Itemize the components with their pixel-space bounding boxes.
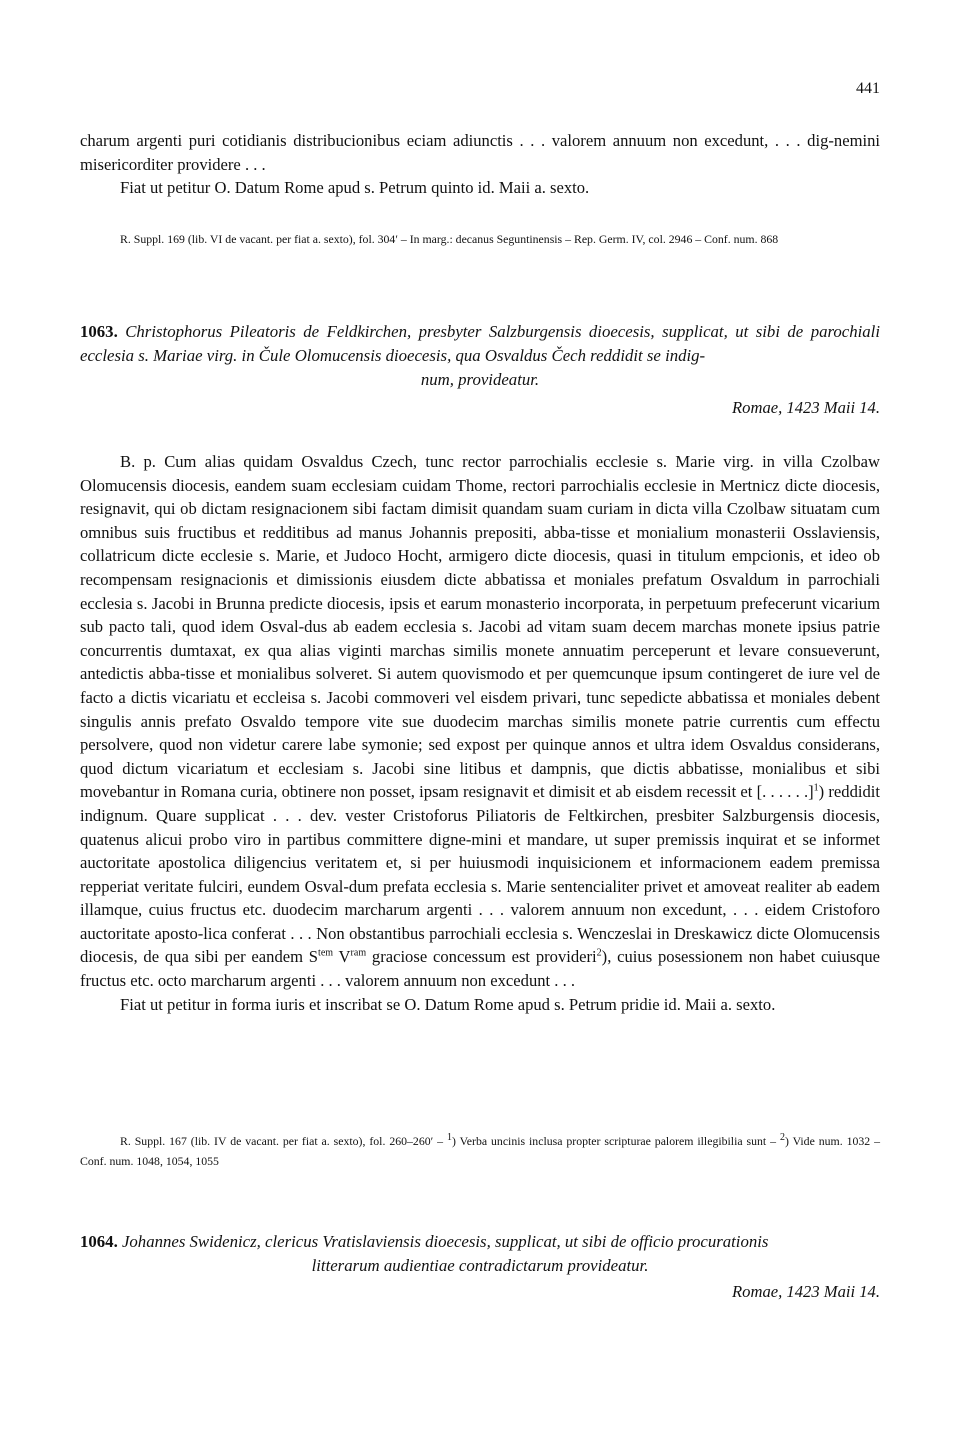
superscript: tem <box>318 947 334 959</box>
body-part: graciose concessum est provideri <box>366 947 597 967</box>
entry-date: Romae, 1423 Maii 14. <box>732 398 880 417</box>
entry-1063-footnote <box>80 1131 880 1171</box>
footnote-mark: 1 <box>446 1132 452 1144</box>
note-part: ) Vide num. 1032 – Conf. num. 1048, 1054, 1055 <box>80 1134 880 1168</box>
fiat-line: Fiat ut petitur in forma iuris et inscribat se O. Datum Rome apud s. Petrum pridie id. Maii a. sexto. <box>120 994 776 1014</box>
note-part: ) Verba uncinis inclusa propter scripturae palorem illegibilia sunt – <box>451 1134 780 1148</box>
entry-title-end: num, provideatur. <box>420 370 540 389</box>
top-footnote <box>80 229 880 249</box>
footnote-text: R. Suppl. 169 (lib. VI de vacant. per fiat a. sexto), fol. 304′ – In marg.: decanus Seguntinensis – Rep. Germ. IV, col. 2946 – Conf. num. 868 <box>120 232 779 246</box>
continuation-text: charum argenti puri cotidianis distribucionibus eciam adiunctis . . . valorem annuum non excedunt, . . . dig-nemini misericorditer providere . . . <box>80 131 880 174</box>
entry-1064-header <box>80 1230 880 1302</box>
body-part: ), cuius posessionem non habet cuiusque fructus etc. octo marcharum argenti . . . valorem annuum non excedunt . . . <box>80 947 881 991</box>
entry-title-end: litterarum audientiae contradictarum provideatur. <box>311 1256 649 1275</box>
body-part: ) reddidit indignum. Quare supplicat . . . dev. vester Cristoforus Piliatoris de Feltkirchen, presbiter Salzburgensis diocesis, quatenus alicui probo viro in partibus committere digne-mini et mandare, ut super premissis inquirat et se informet auctoritate apostolica diligencius veritatem et, si per huiusmodi inquisicionem et informacionem eadem premissa repperiat veritate fulciri, eundem Osval-dum prefata ecclesia s. Marie sentencialiter privet et amoveat realiter ab eadem illamque, cuius fructus etc. duodecim marcharum argenti . . . valorem annuum non excedunt, . . . eidem Cristoforo auctoritate aposto-lica conferat . . . Non obstantibus parrochiali ecclesia s. Wenczeslai in Dreskawicz dicte Olomucensis diocesis, de qua sibi per eandem S <box>80 782 880 967</box>
page-number: 441 <box>856 80 880 97</box>
superscript: ram <box>350 947 367 959</box>
fiat-line: Fiat ut petitur O. Datum Rome apud s. Petrum quinto id. Maii a. sexto. <box>120 178 590 198</box>
entry-date: Romae, 1423 Maii 14. <box>732 1282 880 1301</box>
entry-title-main: Christophorus Pileatoris de Feldkirchen, presbyter Salzburgensis dioecesis, supplicat, ut sibi de parochiali ecclesia s. Mariae virg. in Čule Olomucensis dioecesis, qua Osvaldus Čech reddidit se indig- <box>80 322 880 365</box>
footnote-mark: 1 <box>813 782 819 794</box>
body-part: B. p. Cum alias quidam Osvaldus Czech, tunc rector parrochialis ecclesie s. Marie virg. in villa Czolbaw Olomucensis diocesis, eandem suam ecclesiam cuidam Thome, rectori parrochialis ecclesie in Mertnicz dicte diocesis, resignavit, qui ob dictam resignacionem sibi factam dimisit quandam suam curiam in dicta villa Czolbaw situatam cum omnibus suis fructibus et redditibus ad manus Johannis prepositi, abba-tisse et monialium monasterii Osslaviensis, collatricum dicte ecclesie s. Marie, et Judoco Hocht, armigero dicte diocesis, quasi in titulum empcionis, et ideo ob recompensam resignacionis et dimissionis eiusdem dicte abbatissa et moniales prefatum Osvaldum in parrochiali ecclesia s. Jacobi in Brunna predicte diocesis, ipsis et earum monasterio incorporata, in perpetuum prefecerunt vicarium sub pacto tali, quod idem Osval-dus ab eadem ecclesia s. Jacobi ad vitam suam decem marchas monete ipsius patrie concurrentis dumtaxat, ex qua alias viginti marchas similis monete annuatim perceperunt et levare consueverunt, antedictis abba-tisse et monialibus solveret. Si autem quovismodo et per quemcunque ipsum contingeret de iure vel de facto a dictis vicariatu et eccleisa s. Jacobi commoveri vel eisdem privari, tunc sepedicte abbatissa et moniales debent singulis annis prefato Osvaldo tempore vite sue duodecim marchas similis monete patrie currentis cum effectu persolvere, quod non videtur carere labe symonie; sed expost per quinque annos et ultra idem Osvaldus considerans, quod dictum vicariatum et ecclesiam s. Jacobi sine litibus et dampnis, que dictis abbatisse, monialibus et sibi movebantur in Romana curia, obtinere non posset, ipsam resignavit et dimisit et ab eisdem recessit et [. . . . . .] <box>80 452 880 802</box>
entry-1063-body <box>80 450 880 1016</box>
entry-title-main: Johannes Swidenicz, clericus Vratislaviensis dioecesis, supplicat, ut sibi de officio procurationis <box>121 1232 769 1251</box>
body-part: V <box>333 947 351 967</box>
footnote-mark: 2 <box>596 947 602 959</box>
entry-title <box>80 320 880 392</box>
entry-title <box>80 1230 880 1278</box>
footnote-text <box>80 1131 880 1171</box>
entry-1063-header <box>80 320 880 418</box>
note-part: R. Suppl. 167 (lib. IV de vacant. per fiat a. sexto), fol. 260–260′ – <box>120 1134 447 1148</box>
top-continuation <box>80 129 880 200</box>
entry-number: 1064. <box>80 1232 118 1251</box>
entry-body <box>80 450 880 993</box>
entry-number: 1063. <box>80 322 118 341</box>
footnote-mark: 2 <box>779 1132 785 1144</box>
